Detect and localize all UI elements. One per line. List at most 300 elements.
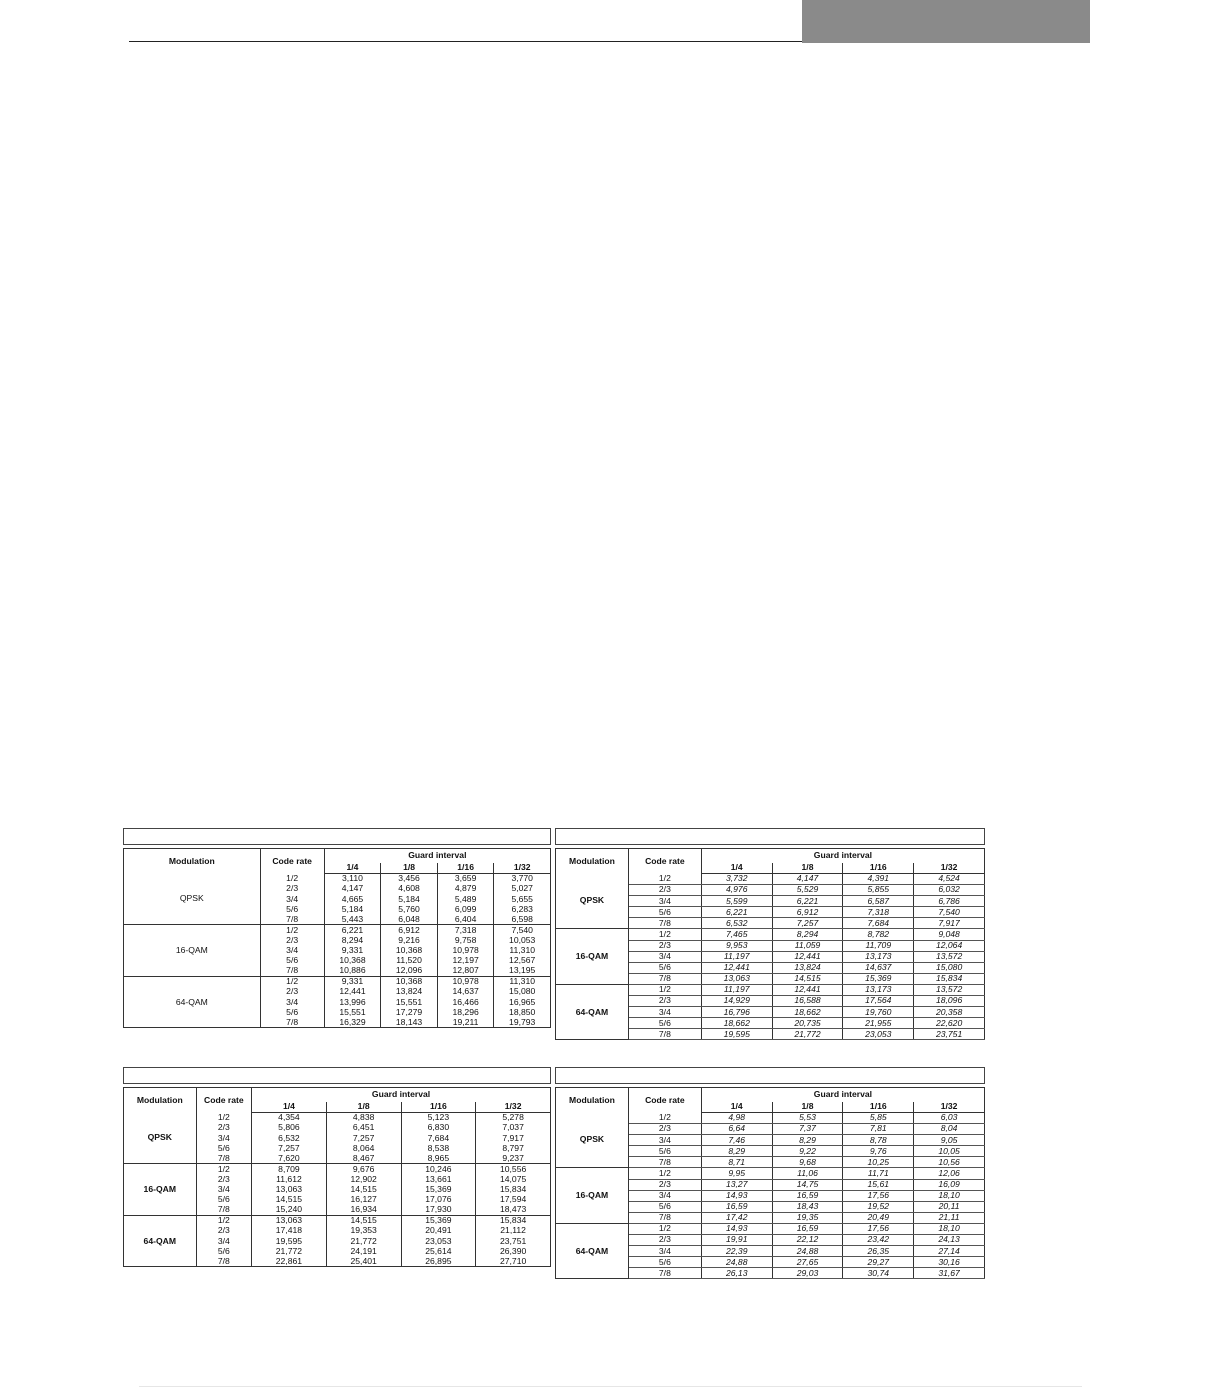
bitrate-cell: 8,709 [252,1164,327,1175]
bitrate-cell: 13,173 [843,984,914,995]
bitrate-cell: 14,515 [326,1215,401,1226]
guard-interval-header: Guard interval [701,1088,984,1103]
bitrate-cell: 12,096 [381,966,438,977]
bitrate-cell: 18,850 [494,1007,551,1017]
bitrate-cell: 17,56 [843,1190,914,1201]
modulation-cell: 64-QAM [556,1223,629,1278]
bitrate-cell: 24,88 [772,1246,843,1257]
bitrate-cell: 17,42 [701,1212,772,1223]
bitrate-cell: 6,03 [914,1113,985,1124]
bitrate-cell: 3,732 [701,874,772,885]
bitrate-cell: 14,515 [326,1185,401,1195]
header-tab [802,0,1090,43]
guard-interval-header: Guard interval [252,1088,551,1103]
bitrate-cell: 7,684 [843,918,914,929]
bitrate-cell: 4,354 [252,1113,327,1124]
bitrate-cell: 16,329 [324,1017,381,1028]
bitrate-table-2 [555,828,985,1040]
code-rate-cell: 2/3 [628,1235,701,1246]
modulation-header: Modulation [556,1088,629,1113]
table-row [124,1164,551,1175]
code-rate-cell: 1/2 [628,1223,701,1234]
bitrate-cell: 14,637 [843,962,914,973]
code-rate-cell: 5/6 [260,904,324,914]
bitrate-cell: 24,88 [701,1257,772,1268]
code-rate-cell: 2/3 [260,987,324,997]
bitrate-cell: 7,81 [843,1124,914,1135]
code-rate-cell: 3/4 [628,1135,701,1146]
code-rate-cell: 5/6 [196,1143,252,1153]
table-caption-box [123,828,551,845]
bitrate-cell: 5,655 [494,894,551,904]
bitrate-cell: 15,369 [401,1185,476,1195]
bitrate-cell: 15,834 [914,973,985,984]
bitrate-cell: 13,572 [914,951,985,962]
code-rate-cell: 1/2 [628,929,701,940]
table-row [124,1215,551,1226]
modulation-cell: QPSK [556,874,629,929]
guard-interval-column-header: 1/16 [437,863,494,874]
code-rate-cell: 2/3 [196,1123,252,1133]
bitrate-cell: 7,540 [494,925,551,936]
bitrate-cell: 19,793 [494,1017,551,1028]
code-rate-cell: 3/4 [628,951,701,962]
bitrate-cell: 6,099 [437,904,494,914]
bitrate-cell: 13,824 [381,987,438,997]
modulation-header: Modulation [124,849,261,874]
bitrate-cell: 26,13 [701,1268,772,1279]
bitrate-cell: 5,599 [701,896,772,907]
bitrate-cell: 5,806 [252,1123,327,1133]
bitrate-cell: 8,467 [326,1153,401,1164]
bitrate-cell: 3,110 [324,874,381,885]
code-rate-cell: 1/2 [196,1215,252,1226]
bitrate-cell: 12,441 [324,987,381,997]
footer-rule [139,1386,1082,1387]
bitrate-cell: 6,786 [914,896,985,907]
code-rate-cell: 3/4 [628,1246,701,1257]
code-rate-cell: 3/4 [196,1185,252,1195]
bitrate-cell: 26,35 [843,1246,914,1257]
bitrate-cell: 11,197 [701,984,772,995]
bitrate-cell: 4,665 [324,894,381,904]
bitrate-cell: 14,929 [701,996,772,1007]
bitrate-cell: 11,612 [252,1175,327,1185]
bitrate-cell: 16,965 [494,997,551,1007]
bitrate-cell: 12,064 [914,940,985,951]
guard-interval-header: Guard interval [701,849,984,864]
bitrate-cell: 17,56 [843,1223,914,1234]
bitrate-cell: 19,760 [843,1007,914,1018]
bitrate-cell: 15,551 [381,997,438,1007]
modulation-header: Modulation [556,849,629,874]
bitrate-cell: 7,257 [252,1143,327,1153]
code-rate-cell: 1/2 [260,925,324,936]
bitrate-cell: 18,096 [914,996,985,1007]
modulation-header: Modulation [124,1088,197,1113]
bitrate-cell: 9,76 [843,1146,914,1157]
bitrate-cell: 3,659 [437,874,494,885]
code-rate-header: Code rate [628,1088,701,1113]
bitrate-cell: 6,404 [437,914,494,925]
bitrate-cell: 23,053 [401,1236,476,1246]
bitrate-cell: 10,368 [324,956,381,966]
modulation-cell: 64-QAM [124,976,261,1027]
code-rate-cell: 1/2 [260,874,324,885]
bitrate-cell: 7,917 [914,918,985,929]
guard-interval-column-header: 1/16 [843,863,914,874]
bitrate-cell: 21,955 [843,1018,914,1029]
code-rate-cell: 2/3 [260,884,324,894]
bitrate-cell: 13,27 [701,1179,772,1190]
bitrate-cell: 12,441 [772,984,843,995]
table-row [124,874,551,885]
guard-interval-column-header: 1/32 [914,863,985,874]
bitrate-table-4 [555,1067,985,1279]
guard-interval-column-header: 1/8 [381,863,438,874]
code-rate-cell: 1/2 [196,1113,252,1124]
bitrate-cell: 8,78 [843,1135,914,1146]
bitrate-cell: 6,598 [494,914,551,925]
bitrate-cell: 22,12 [772,1235,843,1246]
bitrate-cell: 9,676 [326,1164,401,1175]
header-rule [129,41,802,42]
code-rate-cell: 1/2 [196,1164,252,1175]
bitrate-cell: 19,211 [437,1017,494,1028]
code-rate-cell: 3/4 [196,1133,252,1143]
bitrate-cell: 26,895 [401,1256,476,1267]
bitrate-cell: 6,587 [843,896,914,907]
bitrate-cell: 4,838 [326,1113,401,1124]
code-rate-cell: 1/2 [628,874,701,885]
bitrate-cell: 22,620 [914,1018,985,1029]
bitrate-cell: 11,310 [494,946,551,956]
guard-interval-column-header: 1/32 [494,863,551,874]
bitrate-cell: 6,221 [772,896,843,907]
bitrate-cell: 19,353 [326,1226,401,1236]
code-rate-cell: 7/8 [628,1029,701,1040]
guard-interval-column-header: 1/8 [326,1102,401,1113]
bitrate-cell: 12,807 [437,966,494,977]
bitrate-cell: 15,61 [843,1179,914,1190]
bitrate-cell: 22,861 [252,1256,327,1267]
bitrate-cell: 26,390 [476,1246,551,1256]
bitrate-cell: 16,59 [701,1201,772,1212]
bitrate-cell: 27,710 [476,1256,551,1267]
guard-interval-column-header: 1/4 [701,1102,772,1113]
bitrate-cell: 7,318 [843,907,914,918]
bitrate-cell: 9,22 [772,1146,843,1157]
bitrate-cell: 16,588 [772,996,843,1007]
bitrate-cell: 15,369 [843,973,914,984]
bitrate-cell: 13,661 [401,1175,476,1185]
bitrate-cell: 13,824 [772,962,843,973]
table-caption-box [555,828,985,845]
bitrate-cell: 22,39 [701,1246,772,1257]
code-rate-cell: 3/4 [260,894,324,904]
bitrate-cell: 15,080 [914,962,985,973]
table-row [556,929,985,940]
bitrate-cell: 24,191 [326,1246,401,1256]
bitrate-cell: 20,491 [401,1226,476,1236]
guard-interval-column-header: 1/16 [401,1102,476,1113]
bitrate-cell: 11,71 [843,1168,914,1179]
modulation-cell: 64-QAM [556,984,629,1039]
code-rate-cell: 1/2 [628,1113,701,1124]
bitrate-cell: 12,06 [914,1168,985,1179]
guard-interval-header: Guard interval [324,849,550,864]
guard-interval-column-header: 1/4 [252,1102,327,1113]
bitrate-cell: 14,515 [252,1195,327,1205]
bitrate-cell: 31,67 [914,1268,985,1279]
modulation-cell: 16-QAM [124,925,261,976]
code-rate-cell: 2/3 [628,940,701,951]
bitrate-cell: 6,283 [494,904,551,914]
code-rate-cell: 3/4 [196,1236,252,1246]
code-rate-cell: 3/4 [628,896,701,907]
bitrate-cell: 8,965 [401,1153,476,1164]
bitrate-cell: 19,595 [252,1236,327,1246]
code-rate-cell: 5/6 [260,1007,324,1017]
bitrate-cell: 18,662 [772,1007,843,1018]
code-rate-header: Code rate [196,1088,252,1113]
bitrate-cell: 14,93 [701,1190,772,1201]
modulation-cell: QPSK [124,1113,197,1164]
bitrate-cell: 21,112 [476,1226,551,1236]
table-row [556,1168,985,1179]
modulation-cell: 16-QAM [556,1168,629,1223]
bitrate-cell: 7,540 [914,907,985,918]
bitrate-cell: 5,85 [843,1113,914,1124]
bitrate-cell: 7,318 [437,925,494,936]
data-table [123,848,551,1028]
bitrate-cell: 5,53 [772,1113,843,1124]
bitrate-cell: 11,310 [494,976,551,987]
bitrate-cell: 25,401 [326,1256,401,1267]
bitrate-cell: 7,257 [772,918,843,929]
code-rate-cell: 7/8 [196,1256,252,1267]
bitrate-cell: 13,996 [324,997,381,1007]
guard-interval-column-header: 1/32 [476,1102,551,1113]
bitrate-cell: 16,59 [772,1223,843,1234]
bitrate-cell: 9,331 [324,976,381,987]
code-rate-cell: 7/8 [196,1205,252,1216]
bitrate-cell: 23,751 [914,1029,985,1040]
bitrate-cell: 7,037 [476,1123,551,1133]
bitrate-cell: 10,556 [476,1164,551,1175]
bitrate-cell: 5,489 [437,894,494,904]
bitrate-cell: 8,064 [326,1143,401,1153]
guard-interval-column-header: 1/8 [772,1102,843,1113]
code-rate-cell: 7/8 [628,1268,701,1279]
bitrate-cell: 6,532 [252,1133,327,1143]
bitrate-cell: 13,063 [252,1185,327,1195]
bitrate-cell: 17,594 [476,1195,551,1205]
bitrate-cell: 3,456 [381,874,438,885]
bitrate-cell: 12,567 [494,956,551,966]
bitrate-cell: 5,184 [324,904,381,914]
bitrate-cell: 13,173 [843,951,914,962]
bitrate-cell: 8,29 [701,1146,772,1157]
bitrate-cell: 6,912 [772,907,843,918]
bitrate-cell: 24,13 [914,1235,985,1246]
bitrate-cell: 9,237 [476,1153,551,1164]
bitrate-cell: 6,032 [914,885,985,896]
bitrate-cell: 6,830 [401,1123,476,1133]
bitrate-cell: 12,441 [772,951,843,962]
bitrate-cell: 8,04 [914,1124,985,1135]
bitrate-cell: 18,662 [701,1018,772,1029]
bitrate-cell: 21,772 [326,1236,401,1246]
bitrate-cell: 21,772 [772,1029,843,1040]
bitrate-cell: 6,451 [326,1123,401,1133]
code-rate-cell: 5/6 [628,907,701,918]
bitrate-cell: 13,572 [914,984,985,995]
table-row [124,1113,551,1124]
bitrate-cell: 8,294 [324,936,381,946]
code-rate-cell: 1/2 [628,1168,701,1179]
bitrate-cell: 10,978 [437,976,494,987]
bitrate-cell: 6,64 [701,1124,772,1135]
bitrate-cell: 7,46 [701,1135,772,1146]
bitrate-cell: 18,10 [914,1190,985,1201]
bitrate-cell: 16,127 [326,1195,401,1205]
bitrate-cell: 12,441 [701,962,772,973]
bitrate-cell: 19,595 [701,1029,772,1040]
code-rate-cell: 3/4 [260,946,324,956]
bitrate-cell: 7,620 [252,1153,327,1164]
bitrate-cell: 16,59 [772,1190,843,1201]
bitrate-cell: 11,059 [772,940,843,951]
table-row [124,976,551,987]
bitrate-cell: 11,06 [772,1168,843,1179]
modulation-cell: 64-QAM [124,1215,197,1266]
data-table [555,848,985,1040]
bitrate-cell: 17,930 [401,1205,476,1216]
bitrate-cell: 12,902 [326,1175,401,1185]
bitrate-cell: 18,473 [476,1205,551,1216]
bitrate-cell: 8,538 [401,1143,476,1153]
bitrate-cell: 23,053 [843,1029,914,1040]
bitrate-cell: 10,25 [843,1157,914,1168]
bitrate-cell: 5,443 [324,914,381,925]
code-rate-cell: 7/8 [628,973,701,984]
table-caption-box [123,1067,551,1084]
modulation-cell: QPSK [124,874,261,925]
bitrate-cell: 8,71 [701,1157,772,1168]
bitrate-cell: 3,770 [494,874,551,885]
bitrate-table-1 [123,828,551,1028]
bitrate-cell: 9,95 [701,1168,772,1179]
guard-interval-column-header: 1/8 [772,863,843,874]
code-rate-cell: 1/2 [260,976,324,987]
guard-interval-column-header: 1/4 [701,863,772,874]
bitrate-cell: 7,257 [326,1133,401,1143]
bitrate-cell: 5,529 [772,885,843,896]
bitrate-cell: 15,834 [476,1185,551,1195]
bitrate-cell: 18,296 [437,1007,494,1017]
bitrate-cell: 30,16 [914,1257,985,1268]
table-row [556,874,985,885]
bitrate-cell: 9,05 [914,1135,985,1146]
bitrate-cell: 9,331 [324,946,381,956]
bitrate-cell: 15,369 [401,1215,476,1226]
code-rate-cell: 3/4 [628,1007,701,1018]
code-rate-cell: 5/6 [196,1195,252,1205]
code-rate-cell: 7/8 [196,1153,252,1164]
bitrate-cell: 4,391 [843,874,914,885]
code-rate-header: Code rate [260,849,324,874]
bitrate-cell: 15,551 [324,1007,381,1017]
bitrate-cell: 4,147 [772,874,843,885]
bitrate-cell: 10,053 [494,936,551,946]
bitrate-cell: 21,772 [252,1246,327,1256]
bitrate-cell: 20,735 [772,1018,843,1029]
bitrate-cell: 9,68 [772,1157,843,1168]
table-row [124,925,551,936]
bitrate-cell: 10,56 [914,1157,985,1168]
bitrate-cell: 19,35 [772,1212,843,1223]
bitrate-cell: 5,184 [381,894,438,904]
bitrate-cell: 21,11 [914,1212,985,1223]
bitrate-cell: 6,221 [324,925,381,936]
table-caption-box [555,1067,985,1084]
bitrate-cell: 16,466 [437,997,494,1007]
guard-interval-column-header: 1/16 [843,1102,914,1113]
bitrate-cell: 18,143 [381,1017,438,1028]
bitrate-cell: 7,917 [476,1133,551,1143]
bitrate-cell: 17,279 [381,1007,438,1017]
bitrate-cell: 4,608 [381,884,438,894]
bitrate-cell: 10,246 [401,1164,476,1175]
bitrate-cell: 4,147 [324,884,381,894]
code-rate-cell: 7/8 [260,1017,324,1028]
code-rate-cell: 5/6 [628,962,701,973]
code-rate-cell: 2/3 [628,885,701,896]
bitrate-cell: 6,532 [701,918,772,929]
code-rate-cell: 3/4 [628,1190,701,1201]
code-rate-cell: 7/8 [260,914,324,925]
bitrate-cell: 10,368 [381,976,438,987]
bitrate-cell: 4,879 [437,884,494,894]
code-rate-cell: 2/3 [628,996,701,1007]
code-rate-cell: 2/3 [196,1226,252,1236]
bitrate-cell: 4,524 [914,874,985,885]
code-rate-cell: 5/6 [628,1257,701,1268]
bitrate-cell: 20,49 [843,1212,914,1223]
bitrate-cell: 14,637 [437,987,494,997]
bitrate-cell: 8,29 [772,1135,843,1146]
bitrate-cell: 23,751 [476,1236,551,1246]
data-table [555,1087,985,1279]
code-rate-cell: 2/3 [628,1179,701,1190]
bitrate-cell: 23,42 [843,1235,914,1246]
code-rate-cell: 2/3 [260,936,324,946]
bitrate-cell: 14,515 [772,973,843,984]
modulation-cell: 16-QAM [124,1164,197,1215]
bitrate-cell: 17,076 [401,1195,476,1205]
bitrate-table-3 [123,1067,551,1267]
modulation-cell: 16-QAM [556,929,629,984]
bitrate-cell: 8,294 [772,929,843,940]
bitrate-cell: 7,465 [701,929,772,940]
bitrate-cell: 27,65 [772,1257,843,1268]
bitrate-cell: 16,934 [326,1205,401,1216]
bitrate-cell: 7,684 [401,1133,476,1143]
bitrate-cell: 8,782 [843,929,914,940]
bitrate-cell: 12,197 [437,956,494,966]
code-rate-header: Code rate [628,849,701,874]
